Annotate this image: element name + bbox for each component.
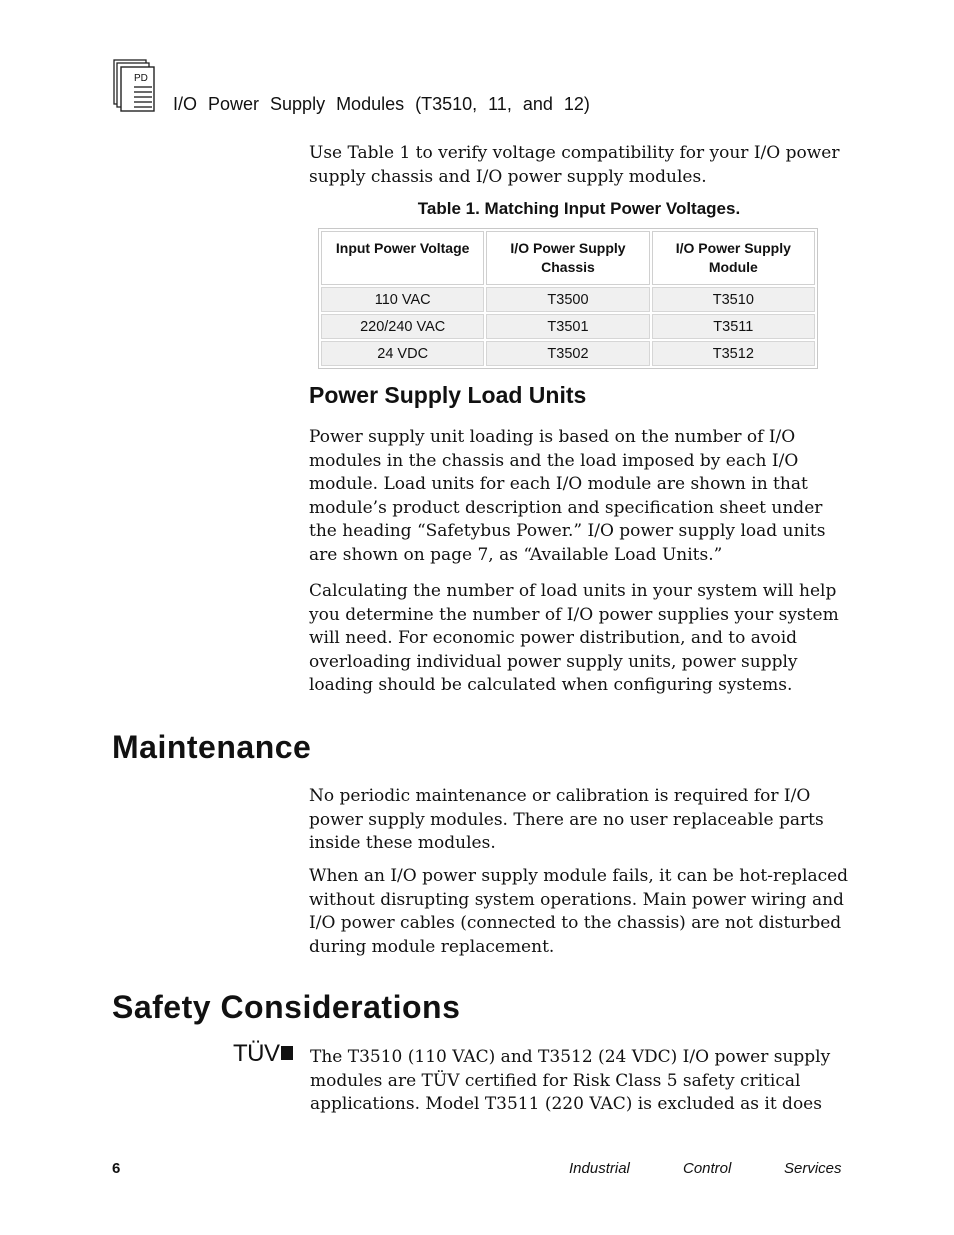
footer-company-word: Industrial <box>569 1160 630 1177</box>
column-header: I/O Power Supply Chassis <box>486 231 649 285</box>
tuv-mark <box>233 1040 293 1068</box>
voltage-table <box>318 228 818 369</box>
intro-paragraph: Use Table 1 to verify voltage compatibility for your I/O power supply chassis and I/O power supply modules. <box>309 143 840 187</box>
load-units-paragraph-2: Calculating the number of load units in your system will help you determine the number of I/O power supplies your system will need. For economic power distribution, and to avoid overloading individual power supply units, power supply loading should be calculated when configuring systems. <box>309 581 839 695</box>
maintenance-heading: Maintenance <box>112 729 312 765</box>
footer-company-word: Control <box>683 1160 732 1177</box>
table-row <box>321 287 815 312</box>
footer-company-word: Services <box>784 1160 842 1177</box>
table-cell: T3502 <box>486 341 649 366</box>
table-cell: 24 VDC <box>321 341 484 366</box>
table-cell: T3500 <box>486 287 649 312</box>
maintenance-paragraph-1: No periodic maintenance or calibration is required for I/O power supply modules. There are no user replaceable parts inside these modules. <box>309 786 824 853</box>
table-cell: T3512 <box>652 341 815 366</box>
table-cell: T3510 <box>652 287 815 312</box>
table-row <box>321 341 815 366</box>
maintenance-paragraph-2: When an I/O power supply module fails, it can be hot-replaced without disrupting system operations. Main power wiring and I/O power cables (connected to the chassis) are not disturbed during module replacement. <box>309 866 849 957</box>
load-units-heading: Power Supply Load Units <box>309 382 587 408</box>
table-cell: T3511 <box>652 314 815 339</box>
load-units-paragraph-1: Power supply unit loading is based on the number of I/O modules in the chassis and the load imposed by each I/O module. Load units for each I/O module are shown in that module’s product description and specification sheet under the heading “Safetybus Power.” I/O power supply load units are shown on page 7, as “Available Load Units.” <box>309 427 826 565</box>
table-row <box>321 314 815 339</box>
pd-logo-text: PD <box>134 73 148 84</box>
table-cell: 220/240 VAC <box>321 314 484 339</box>
table-cell: 110 VAC <box>321 287 484 312</box>
pd-logo-icon <box>112 58 156 112</box>
column-header: I/O Power Supply Module <box>652 231 815 285</box>
tuv-label: TÜV <box>233 1040 280 1067</box>
table-caption: Table 1. Matching Input Power Voltages. <box>417 199 741 218</box>
table-header-row <box>321 231 815 285</box>
safety-heading: Safety Considerations <box>112 989 461 1025</box>
page-number: 6 <box>112 1160 121 1177</box>
tuv-seal-icon <box>281 1046 293 1060</box>
header-title: I/O Power Supply Modules (T3510, 11, and 12) <box>173 94 590 114</box>
column-header: Input Power Voltage <box>321 231 484 285</box>
table-cell: T3501 <box>486 314 649 339</box>
safety-paragraph: The T3510 (110 VAC) and T3512 (24 VDC) I/O power supply modules are TÜV certified for Risk Class 5 safety critical applications. Model T3511 (220 VAC) is excluded as it does <box>310 1047 831 1114</box>
